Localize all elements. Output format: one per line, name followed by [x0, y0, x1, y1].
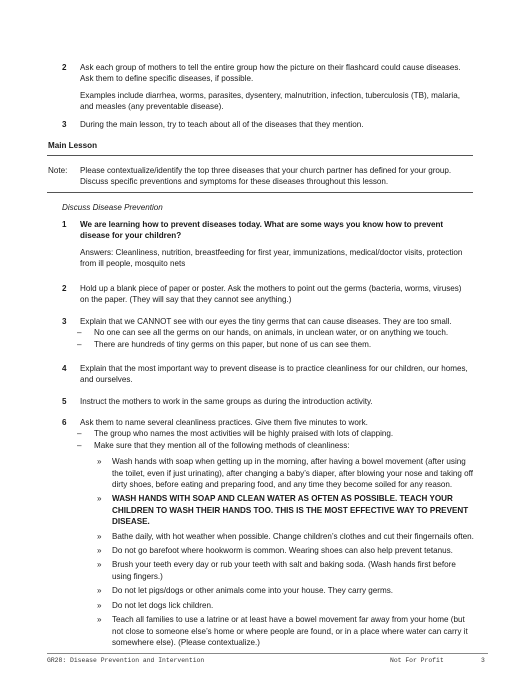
dash-item: [77, 327, 472, 338]
method-item: [97, 559, 475, 582]
lesson-item-1: [0, 219, 472, 270]
method-item: [97, 585, 475, 596]
bullet-marker: »: [97, 494, 102, 504]
item-text: Hold up a blank piece of paper or poster. Ask the mothers to point out the germs (bacteria, worms, viruses) on the paper. (They will say that they cannot see anything.): [80, 284, 462, 305]
method-text: WASH HANDS WITH SOAP AND CLEAN WATER AS OFTEN AS POSSIBLE. TEACH YOUR CHILDREN TO WASH THEIR HANDS TOO. THIS IS THE MOST EFFECTIVE WAY TO PREVENT DISEASE.: [112, 494, 469, 527]
bullet-marker: »: [97, 560, 102, 570]
item-text: Explain that the most important way to prevent disease is to practice cleanliness for our children, our homes, and ourselves.: [80, 364, 468, 385]
item-number: 4: [62, 364, 67, 373]
method-item: [97, 614, 475, 648]
footer-notice: Not For Profit: [390, 657, 444, 664]
subsection-heading: Discuss Disease Prevention: [62, 203, 163, 212]
item-text: Ask each group of mothers to tell the entire group how the picture on their flashcard could cause diseases. Ask them to define specific diseases, if possible.: [80, 63, 461, 84]
dash-item: [77, 339, 472, 350]
item-number: 1: [62, 220, 67, 229]
dash-marker: –: [77, 339, 82, 349]
bullet-marker: »: [97, 546, 102, 556]
footer-course-title: GR28: Disease Prevention and Intervention: [47, 657, 205, 664]
bullet-marker: »: [97, 600, 102, 610]
intro-item-3: [0, 119, 470, 130]
dash-item: [77, 440, 472, 451]
lesson-item-2: [0, 283, 470, 306]
note-label: Note:: [48, 166, 68, 175]
lesson-item-4: [0, 363, 470, 386]
bullet-marker: »: [97, 457, 102, 467]
item-number: 2: [62, 63, 67, 72]
method-item: [97, 531, 475, 542]
dash-text: The group who names the most activities will be highly praised with lots of clapping.: [94, 429, 394, 439]
dash-text: There are hundreds of tiny germs on this paper, but none of us can see them.: [94, 339, 372, 349]
item-text: Explain that we CANNOT see with our eyes the tiny germs that can cause diseases. They are too small.: [80, 317, 452, 326]
note-rule: [47, 192, 473, 193]
dash-marker: –: [77, 328, 82, 338]
item-text: Ask them to name several cleanliness practices. Give them five minutes to work.: [80, 418, 368, 427]
section-rule: [47, 155, 473, 156]
dash-item: [77, 428, 472, 439]
footer-page-number: 3: [481, 657, 485, 664]
item-number: 3: [62, 120, 67, 129]
bullet-marker: »: [97, 531, 102, 541]
dash-marker: –: [77, 440, 82, 450]
item-number: 6: [62, 418, 67, 427]
bullet-marker: »: [97, 586, 102, 596]
method-text: Do not go barefoot where hookworm is common. Wearing shoes can also help prevent tetanus.: [112, 546, 453, 556]
item-number: 2: [62, 284, 67, 293]
method-text: Bathe daily, with hot weather when possible. Change children’s clothes and cut their fingernails often.: [112, 531, 474, 541]
item-examples: Examples include diarrhea, worms, parasites, dysentery, malnutrition, infection, tuberculosis (TB), malaria, and measles (any preventable disease).: [80, 90, 460, 112]
bullet-marker: »: [97, 615, 102, 625]
section-heading: Main Lesson: [48, 141, 98, 150]
dash-text: Make sure that they mention all of the following methods of cleanliness:: [94, 440, 350, 450]
method-text: Wash hands with soap when getting up in the morning, after having a bowel movement (after using the toilet, even if just urinating), after changing a baby’s diaper, after blowing your nose and taking off dirty shoes, before eating and preparing food, and any time they become soiled for any reason.: [112, 457, 474, 490]
method-text: Teach all families to use a latrine or at least have a bowel movement far away from your home (but not close to someone else’s home or where people are found, or in a place where water can carry it somewhere else). (Please contextualize.): [112, 615, 468, 647]
dash-text: No one can see all the germs on our hands, on animals, in unclean water, or on anything we touch.: [94, 328, 449, 338]
item-question: We are learning how to prevent diseases today. What are some ways you know how to prevent disease for your children?: [80, 220, 444, 241]
method-item: [97, 545, 475, 556]
note-block: [0, 165, 473, 188]
note-text: Please contextualize/identify the top three diseases that your church partner has defined for your group. Discuss specific preventions and symptoms for these diseases throughout this lesson.: [80, 166, 452, 187]
method-text: Do not let dogs lick children.: [112, 600, 214, 610]
item-text: During the main lesson, try to teach about all of the diseases that they mention.: [80, 120, 364, 129]
footer-rule: [47, 653, 488, 654]
item-answers: Answers: Cleanliness, nutrition, breastfeeding for first year, immunizations, medical/doctor visits, protection from ill people, mosquito nets: [80, 247, 463, 269]
lesson-item-6: [0, 417, 475, 648]
item-number: 3: [62, 317, 67, 326]
lesson-item-3: [0, 316, 472, 350]
lesson-item-5: [0, 396, 470, 407]
method-item: [97, 600, 475, 611]
item-number: 5: [62, 397, 67, 406]
item-text: Instruct the mothers to work in the same groups as during the introduction activity.: [80, 397, 373, 406]
method-item: [97, 456, 475, 490]
method-text: Do not let pigs/dogs or other animals come into your house. They carry germs.: [112, 586, 394, 596]
method-text: Brush your teeth every day or rub your teeth with salt and baking soda. (Wash hands first before using fingers.): [112, 560, 456, 581]
method-item: [97, 493, 475, 527]
intro-item-2: [0, 62, 472, 113]
dash-marker: –: [77, 429, 82, 439]
